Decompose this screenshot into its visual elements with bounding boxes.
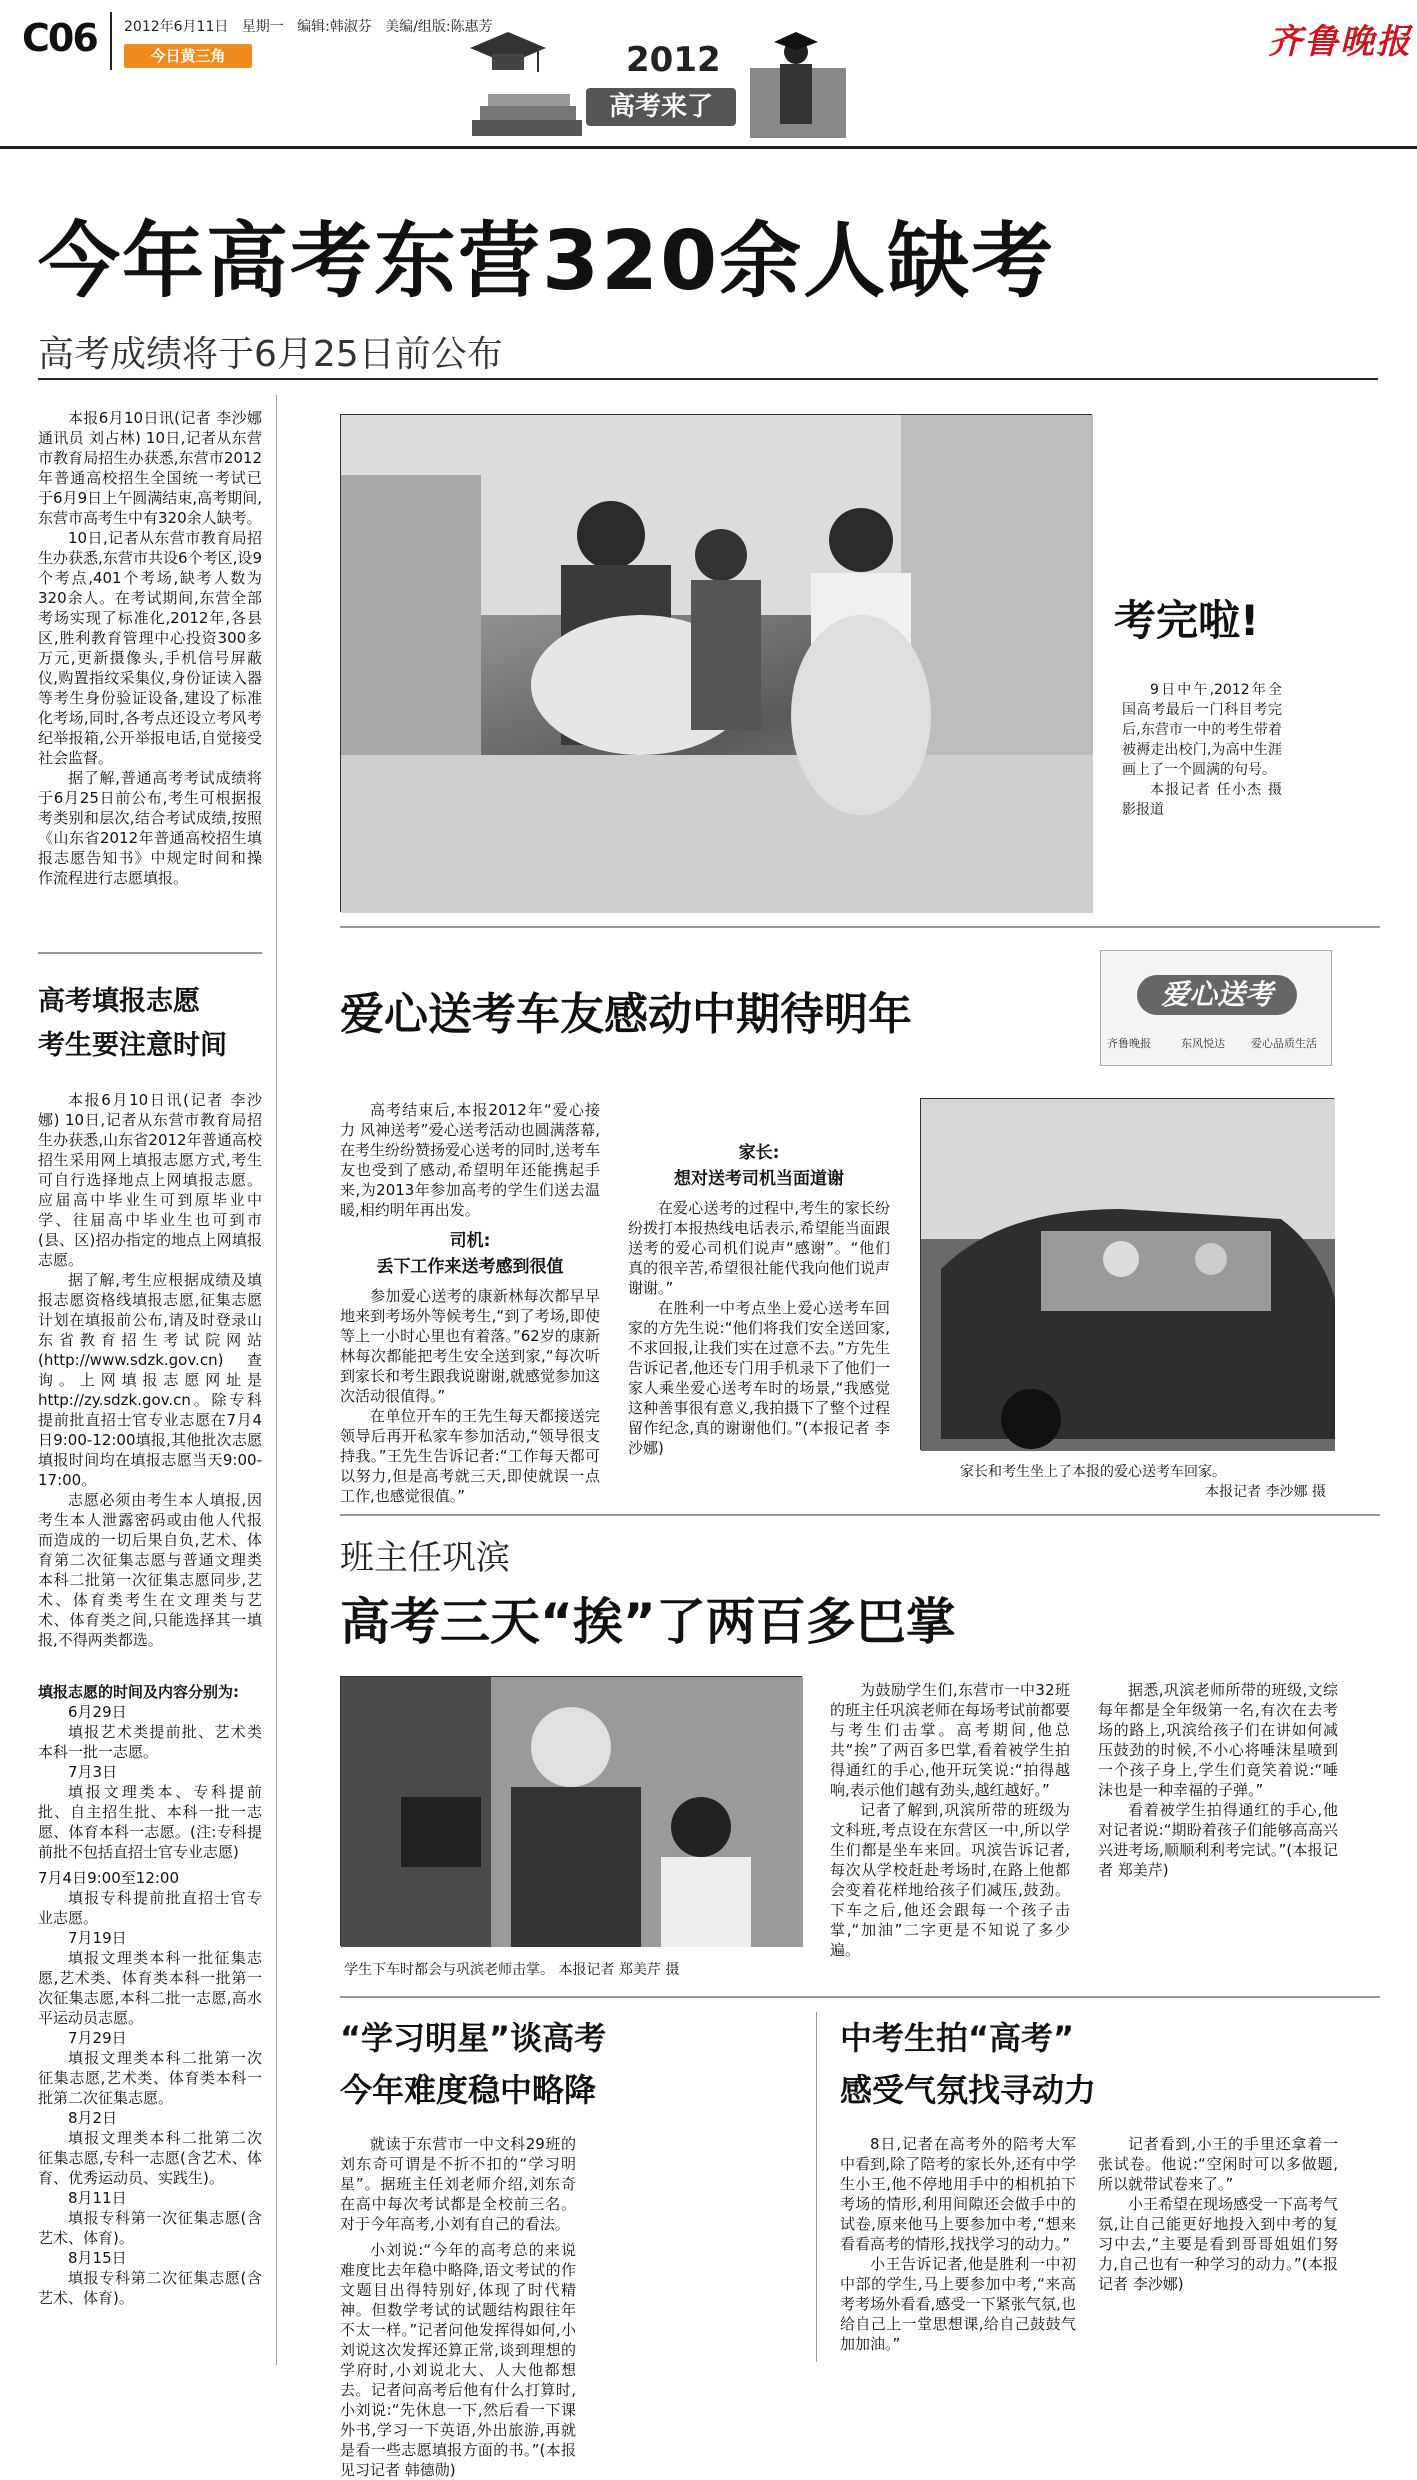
- volunteer-p3: 志愿必须由考生本人填报,因考生本人泄露密码或由他人代报而造成的一切后果自负,艺术、体育第二次征集志愿与普通文理类本科二批第一次征集志愿同步,艺术、体育类考生在文理类与艺术、体育类之间,只能选择其一填报,不得两类都选。: [38, 1491, 262, 1649]
- volunteer-p2: 据了解,考生应根据成绩及填报志愿资格线填报志愿,征集志愿计划在填报前公布,请及时登录山东省教育招生考试院网站(http://www.sdzk.gov.cn)查询。上网填报志愿网址是http://zy.sdzk.gov.cn。除专科提前批直招士官专业志愿在7月4日9:00-12:00填报,其他批次志愿填报时间均在填报志愿当天9:00-17:00。: [38, 1271, 262, 1489]
- schedule-content: 填报专科提前批直招士官专业志愿。: [38, 1889, 262, 1927]
- graduate-silhouette-icon: [750, 28, 846, 138]
- schedule-date: 7月19日: [68, 1929, 127, 1947]
- love-p1: 高考结束后,本报2012年“爱心接力 风神送考”爱心送考活动也圆满落幕,在考生纷纷赞扬爱心送考的同时,送考车友也受到了感动,希望明年还能携起手来,为2013年参加高考的学生们送去温暖,相约明年再出发。: [340, 1101, 600, 1219]
- car-photo-caption: [960, 1462, 1340, 1502]
- star-p1: 就读于东营市一中文科29班的刘东奇可谓是不折不扣的“学习明星”。据班主任刘老师介绍,刘东奇在高中每次考试都是全校前三名。对于今年高考,小刘有自己的看法。: [340, 2135, 576, 2233]
- schedule-content: 填报文理类本、专科提前批、自主招生批、本科一批一志愿、体育本科一志愿。(注:专科提前批不包括直招士官专业志愿): [38, 1783, 262, 1861]
- header-designer: 美编/组版:陈惠芳: [385, 19, 493, 35]
- volunteer-article: [38, 1090, 262, 1650]
- photo1-caption: [1122, 680, 1282, 820]
- main-p1: 本报6月10日讯(记者 李沙娜 通讯员 刘占林) 10日,记者从东营市教育局招生办获悉,东营市2012年普通高校招生全国统一考试已于6月9日上午圆满结束,高考期间,东营市高考生中有320余人缺考。: [38, 409, 262, 527]
- photo1-title: 考完啦!: [1114, 596, 1260, 645]
- section-badge: 今日黄三角: [124, 44, 252, 68]
- main-p2: 10日,记者从东营市教育局招生办获悉,东营市共设6个考区,设9个考点,401个考场,缺考人数为320余人。在考试期间,东营全部考场实现了标准化,2012年,各县区,胜利教育管理中心投资300多万元,更新摄像头,手机信号屏蔽仪,购置指纹采集仪,身份证读入器等考生身份验证设备,建设了标准化考场,同时,各考点还设立考风考纪举报箱,公开举报电话,自觉接受社会监督。: [38, 529, 262, 767]
- teacher-photo-caption: 学生下车时都会与巩滨老师击掌。 本报记者 郑美芹 摄: [344, 1962, 680, 1978]
- car-photo: [920, 1098, 1334, 1450]
- volunteer-title: [38, 980, 262, 1068]
- schedule-content: 填报专科第二次征集志愿(含艺术、体育)。: [38, 2269, 262, 2307]
- love-title: 爱心送考车友感动中期待明年: [340, 989, 912, 1040]
- love-sub1b: 丢下工作来送考感到很值: [376, 1257, 564, 1277]
- volunteer-title-line2: 考生要注意时间: [38, 1030, 227, 1061]
- love-p4: 在爱心送考的过程中,考生的家长纷纷拨打本报热线电话表示,希望能当面跟送考的爱心司机们说声“感谢”。“他们真的很辛苦,希望很社能代我向他们说声谢谢。”: [628, 1199, 890, 1297]
- high-five-icon: [341, 1677, 803, 1947]
- middle-p2: 小王告诉记者,他是胜利一中初中部的学生,马上要参加中考,“来高考考场外看看,感受一下紧张气氛,也给自己上一堂思想课,给自己鼓鼓气加加油。”: [840, 2255, 1076, 2353]
- schedule-date: 8月2日: [68, 2109, 118, 2127]
- car-with-family-icon: [921, 1099, 1335, 1451]
- car-caption-credit: 本报记者 李沙娜 摄: [1205, 1484, 1326, 1500]
- paper-logo: 齐鲁晚报: [1268, 22, 1412, 62]
- schedule-title: 填报志愿的时间及内容分别为:: [38, 1683, 239, 1701]
- teacher-p1: 为鼓励学生们,东营市一中32班的班主任巩滨老师在每场考试前都要与考生们击掌。高考期间,他总共“挨”了两百多巴掌,看着被学生拍得通红的手心,他开玩笑说:“拍得越响,表示他们越有劲头,越红越好。”: [830, 1681, 1071, 1799]
- header-date: 2012年6月11日: [124, 19, 229, 35]
- main-headline: 今年高考东营320余人缺考: [38, 214, 1056, 309]
- teacher-col1: [830, 1680, 1070, 1960]
- schedule-date: 6月29日: [68, 1703, 127, 1721]
- love-p5: 在胜利一中考点坐上爱心送考车回家的方先生说:“他们将我们安全送回家,不求回报,让我们实在过意不去。”方先生告诉记者,他还专门用手机录下了他们一家人乘坐爱心送考车时的场景,“我感觉这种善事很有意义,我拍摄下了整个过程留作纪念,真的谢谢他们。”(本报记者 李沙娜): [628, 1299, 890, 1457]
- love-col2: [628, 1100, 890, 1458]
- banner-title: 高考来了: [586, 88, 736, 126]
- volunteer-schedule: [38, 1682, 262, 2308]
- middle-col2: [1098, 2134, 1338, 2294]
- schedule-content: 填报文理类本科一批征集志愿,艺术类、体育类本科一批第一次征集志愿,本科二批一志愿,高水平运动员志愿。: [38, 1949, 262, 2027]
- teacher-col2: [1098, 1680, 1338, 1880]
- students-carrying-bedding-icon: [341, 415, 1093, 913]
- volunteer-p1: 本报6月10日讯(记者 李沙娜) 10日,记者从东营市教育局招生办获悉,山东省2012年普通高校招生采用网上填报志愿方式,考生可自行选择地点上网填报志愿。应届高中毕业生可到原毕业中学、往届高中毕业生也可到市(县、区)招办指定的地点上网填报志愿。: [38, 1091, 262, 1269]
- middle-p1: 8日,记者在高考外的陪考大军中看到,除了陪考的家长外,还有中学生小王,他不停地用手中的相机拍下考场的情形,利用间隙还会做手中的试卷,原来他马上要参加中考,“想来看看高考的情形,找找学习的动力。”: [840, 2135, 1076, 2253]
- banner-year: 2012: [626, 40, 721, 80]
- middle-title: [840, 2012, 1360, 2116]
- teacher-p3: 据悉,巩滨老师所带的班级,文综每年都是全年级第一名,有次在去考场的路上,巩滨给孩子们在讲如何减压鼓劲的时候,不小心将唾沫星喷到一个孩子身上,学生们竟笑着说:“唾沫也是一种幸福的子弹。”: [1098, 1681, 1338, 1799]
- star-title-line2: 今年难度稳中略降: [340, 2071, 597, 2109]
- love-p3: 在单位开车的王先生每天都接送完领导后再开私家车参加活动,“领导很支持我。”王先生告诉记者:“工作每天都可以努力,但是高考就三天,即使就误一点工作,也感觉很值。”: [340, 1407, 600, 1505]
- teacher-kicker: 班主任巩滨: [340, 1538, 510, 1578]
- photo1-caption-text: 9日中午,2012年全国高考最后一门科目考完后,东营市一中的考生带着被褥走出校门,为高中生涯画上了一个圆满的句号。: [1122, 682, 1282, 778]
- books-icon: [472, 92, 582, 138]
- love-logo-text: 爱心送考: [1137, 975, 1297, 1015]
- graduation-cap-icon: [468, 26, 548, 86]
- star-p2: 小刘说:“今年的高考总的来说难度比去年稳中略降,语文考试的作文题目出得特别好,体现了时代精神。但数学考试的试题结构跟往年不太一样。”记者问他发挥得如何,小刘说这次发挥还算正常,谈到理想的学府时,小刘说北大、人大他都想去。记者问高考后他有什么打算时,小刘说:“先休息一下,然后看一下课外书,学习一下英语,外出旅游,再就是看一些志愿填报方面的书。”(本报见习记者 韩德勋): [340, 2241, 576, 2479]
- schedule-date: 7月29日: [68, 2029, 127, 2047]
- star-col1: [340, 2134, 576, 2234]
- star-title: [340, 2012, 860, 2116]
- schedule-date: 8月11日: [68, 2189, 127, 2207]
- love-logo: [1100, 950, 1332, 1066]
- main-article: [38, 408, 262, 888]
- love-sub1: 司机:: [449, 1231, 491, 1251]
- love-sub2: 家长:: [738, 1143, 780, 1163]
- teacher-p4: 看着被学生拍得通红的手心,他对记者说:“期盼着孩子们能够高高兴兴进考场,顺顺利利考完试。”(本报记者 郑美芹): [1098, 1801, 1338, 1879]
- logo-sponsor-2: 东风悦达: [1181, 1037, 1225, 1050]
- love-p2: 参加爱心送考的康新林每次都早早地来到考场外等候考生,“到了考场,即使等上一小时心里也有着落。”62岁的康新林每次都能把考生安全送到家,“每次听到家长和考生跟我说谢谢,就感觉参加这次活动很值得。”: [340, 1287, 600, 1405]
- schedule-date: 8月15日: [68, 2249, 127, 2267]
- photo1-credit: 本报记者 任小杰 摄影报道: [1122, 782, 1282, 818]
- schedule-content: 填报文理类本科二批第一次征集志愿,艺术类、体育类本科一批第二次征集志愿。: [38, 2049, 262, 2107]
- logo-sponsor-3: 爱心品质生活: [1251, 1037, 1317, 1050]
- middle-col1: [840, 2134, 1076, 2354]
- star-col2: [340, 2240, 576, 2479]
- teacher-p2: 记者了解到,巩滨所带的班级为文科班,考点设在东营区一中,所以学生们都是坐车来回。巩滨告诉记者,每次从学校赶赴考场时,在路上他都会变着花样地给孩子们减压,鼓劲。下车之后,他还会跟每一个孩子击掌,“加油”二字更是不知说了多少遍。: [830, 1801, 1070, 1959]
- header-meta: [124, 16, 493, 36]
- middle-title-line2: 感受气氛找寻动力: [840, 2071, 1097, 2109]
- logo-sponsor-1: 齐鲁晚报: [1107, 1037, 1151, 1050]
- star-title-line1: “学习明星”谈高考: [340, 2019, 607, 2057]
- page-code: C06: [22, 16, 97, 60]
- teacher-title: 高考三天“挨”了两百多巴掌: [340, 1593, 956, 1651]
- middle-title-line1: 中考生拍“高考”: [840, 2019, 1075, 2057]
- teacher-photo: [340, 1676, 802, 1946]
- schedule-date: 7月3日: [68, 1763, 118, 1781]
- banner: [468, 22, 848, 140]
- car-caption-text: 家长和考生坐上了本报的爱心送考车回家。: [960, 1464, 1226, 1480]
- middle-p3: 记者看到,小王的手里还拿着一张试卷。他说:“空闲时可以多做题,所以就带试卷来了。”: [1098, 2135, 1338, 2193]
- header-weekday: 星期一: [241, 19, 284, 35]
- love-col1: [340, 1100, 600, 1506]
- main-subheadline: 高考成绩将于6月25日前公布: [38, 334, 503, 375]
- volunteer-title-line1: 高考填报志愿: [38, 986, 200, 1017]
- schedule-content: 填报艺术类提前批、艺术类本科一批一志愿。: [38, 1723, 262, 1761]
- love-sub2b: 想对送考司机当面道谢: [674, 1169, 844, 1189]
- middle-p4: 小王希望在现场感受一下高考气氛,让自己能更好地投入到中考的复习中去,“主要是看到哥哥姐姐们努力,自己也有一种学习的动力。”(本报记者 李沙娜): [1098, 2195, 1339, 2293]
- schedule-content: 填报专科第一次征集志愿(含艺术、体育)。: [38, 2209, 262, 2247]
- main-p3: 据了解,普通高考考试成绩将于6月25日前公布,考生可根据报考类别和层次,结合考试成绩,按照《山东省2012年普通高校招生填报志愿告知书》中规定时间和操作流程进行志愿填报。: [38, 769, 262, 887]
- schedule-date: 7月4日9:00至12:00: [38, 1869, 179, 1887]
- exam-over-photo: [340, 414, 1092, 912]
- header-editor: 编辑:韩淑芬: [297, 19, 372, 35]
- page-header: [0, 0, 1417, 150]
- schedule-content: 填报文理类本科二批第二次征集志愿,专科一志愿(含艺术、体育、优秀运动员、实践生)。: [38, 2129, 262, 2187]
